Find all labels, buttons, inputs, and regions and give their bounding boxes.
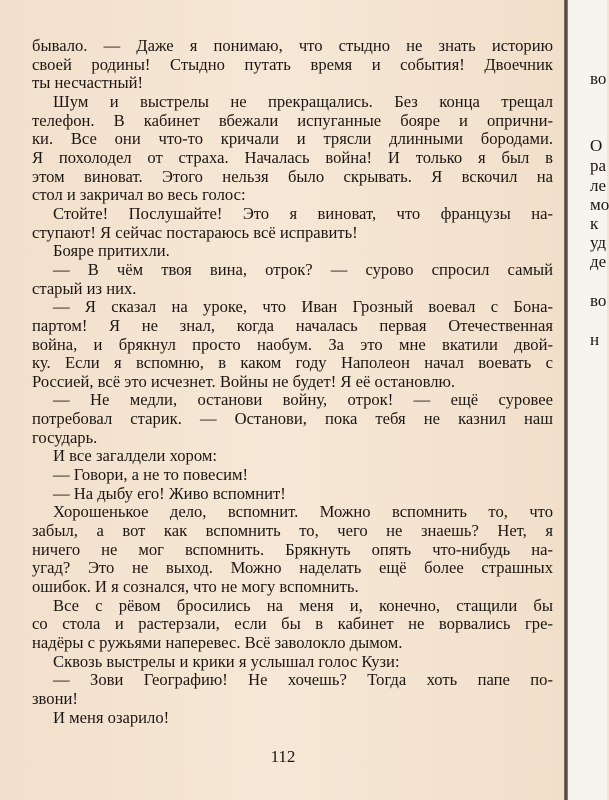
text-line: государь. — [32, 427, 98, 447]
text-line: — Зови Географию! Не хочешь? Тогда хоть папе по- — [53, 670, 553, 690]
text-line: Все с рёвом бросились на меня и, конечно, стащили бы — [53, 595, 553, 615]
text-line: война, и брякнул просто наобум. За это мне вкатили двой- — [32, 334, 553, 354]
text-line: — На дыбу его! Живо вспомнит! — [53, 483, 286, 503]
text-line: забыл, а вот как вспомнить то, чего не знаешь? Нет, я — [32, 521, 553, 541]
text-line: ступают! Я сейчас постараюсь всё исправить! — [32, 222, 358, 242]
paragraph — [32, 242, 553, 261]
text-line: ничего не мог вспомнить. Брякнуть опять что-нибудь на- — [32, 539, 553, 559]
text-line: угад? Это не выход. Можно наделать ещё более страшных — [32, 558, 553, 578]
text-line: Сквозь выстрелы и крики я услышал голос Кузи: — [53, 651, 400, 671]
text-line: Стойте! Послушайте! Это я виноват, что французы на- — [53, 203, 553, 223]
next-page-text-fragment: де — [590, 252, 607, 271]
next-page-text-fragment: к — [590, 214, 599, 233]
text-line: бывало. — Даже я понимаю, что стыдно не знать историю — [32, 36, 553, 55]
next-page-text-fragment: О — [590, 136, 603, 155]
paragraph — [32, 93, 553, 205]
paragraph — [32, 671, 553, 708]
next-page-text-fragment: мо — [590, 195, 609, 214]
page-body-text — [32, 37, 553, 727]
text-line: ты несчастный! — [32, 73, 144, 93]
text-line: старый из них. — [32, 278, 137, 298]
next-page-text-fragment: уд — [590, 233, 607, 252]
next-page-text-fragment: во — [590, 291, 607, 310]
paragraph — [32, 261, 553, 298]
text-line: своей родины! Стыдно путать время и события! Двоечник — [32, 54, 553, 74]
paragraph — [32, 447, 553, 466]
text-line: ошибок. И я сознался, что не могу вспомнить. — [32, 577, 359, 597]
text-line: надёры с ружьями наперевес. Всё заволокло дымом. — [32, 633, 403, 652]
text-line: со стола и растерзали, если бы в кабинет не ворвались гре- — [32, 614, 553, 634]
text-line: этом виноват. Этого нельзя было скрывать. Я вскочил на — [32, 166, 553, 186]
next-page-text-fragment: ле — [590, 176, 607, 195]
text-line: Шум и выстрелы не прекращались. Без конца трещал — [53, 91, 553, 111]
text-line: — Не медли, останови войну, отрок! — ещё суровее — [53, 390, 553, 410]
text-line: Бояре притихли. — [53, 241, 170, 261]
paragraph — [32, 653, 553, 672]
paragraph — [32, 597, 553, 653]
text-line: И все загалдели хором: — [53, 446, 217, 466]
text-line: телефон. В кабинет вбежали испуганные бояре и опрични- — [32, 110, 553, 130]
next-page-text-fragment: ра — [590, 156, 607, 175]
paragraph — [32, 37, 553, 93]
text-line: И меня озарило! — [53, 707, 170, 727]
paragraph — [32, 205, 553, 242]
paragraph — [32, 503, 553, 596]
text-line: — В чём твоя вина, отрок? — сурово спросил самый — [53, 259, 553, 279]
text-line: Россией, всё это исчезнет. Войны не будет! Я её остановлю. — [32, 371, 456, 391]
text-line: ку. Если я вспомню, в каком году Наполеон начал воевать с — [32, 353, 553, 373]
text-line: партом! Я не знал, когда началась первая Отечественная — [32, 315, 553, 335]
text-line: звони! — [32, 688, 78, 708]
page-number: 112 — [270, 747, 296, 766]
text-line: потребовал старик. — Останови, пока тебя не казнил наш — [32, 409, 553, 429]
text-line: стол и закричал во весь голос: — [32, 185, 246, 205]
paragraph — [32, 391, 553, 447]
next-page-text-fragment: во — [590, 69, 607, 88]
text-line: — Я сказал на уроке, что Иван Грозный воевал с Бона- — [53, 297, 553, 317]
paragraph — [32, 709, 553, 728]
paragraph — [32, 485, 553, 504]
text-line: — Говори, а не то повесим! — [53, 465, 249, 485]
text-line: Я похолодел от страха. Началась война! И только я был в — [32, 147, 553, 167]
paragraph — [32, 298, 553, 391]
text-line: Хорошенькое дело, вспомнит. Можно вспомнить то, что — [53, 502, 553, 522]
text-line: ки. Все они что-то кричали и трясли длинными бородами. — [32, 129, 553, 149]
next-page-edge — [568, 0, 607, 800]
paragraph — [32, 466, 553, 485]
next-page-text-fragment: н — [590, 330, 600, 349]
